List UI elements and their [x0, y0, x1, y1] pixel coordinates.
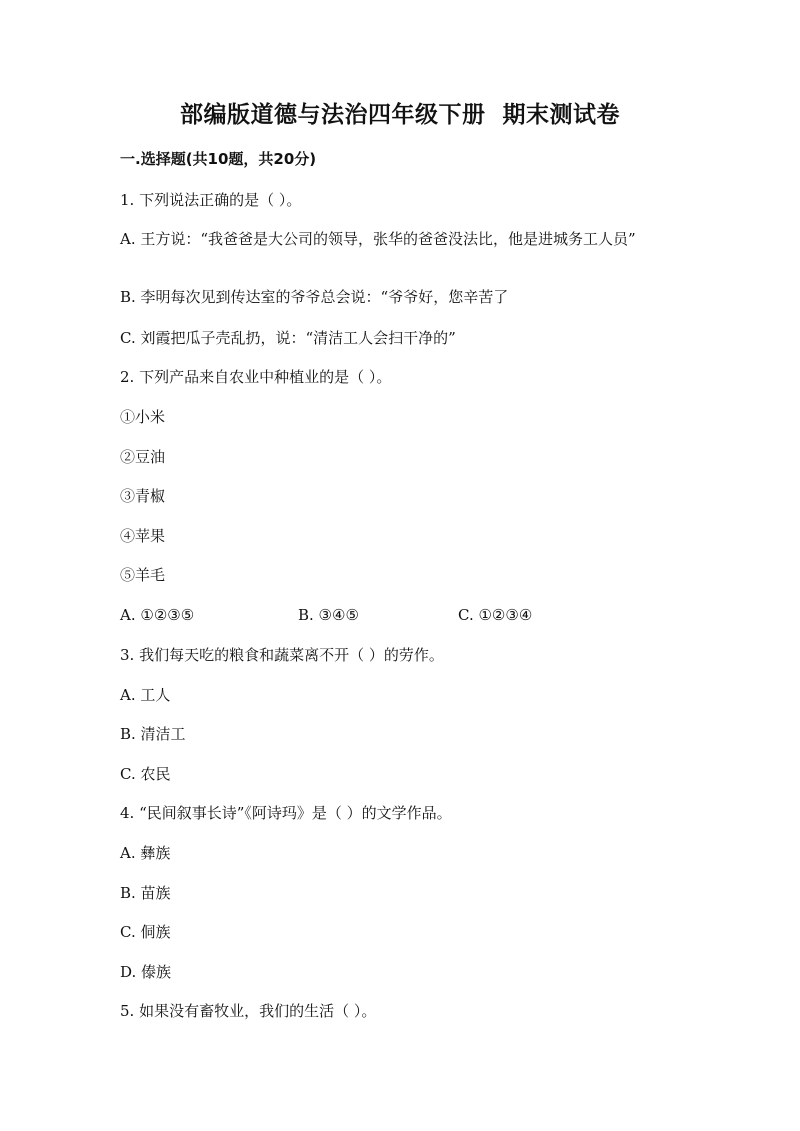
page-title: 部编版道德与法治四年级下册 期末测试卷: [179, 102, 620, 128]
question-2-option-a: A. ①②③⑤: [120, 606, 195, 624]
question-2-item-4: ④苹果: [120, 527, 166, 545]
question-2-stem: 2. 下列产品来自农业中种植业的是（ ）。: [120, 368, 392, 386]
question-1-option-a: A. 王方说：“我爸爸是大公司的领导，张华的爸爸没法比，他是进城务工人员”: [120, 230, 636, 248]
question-3-option-b: B. 清洁工: [120, 725, 186, 743]
question-2-option-b: B. ③④⑤: [298, 606, 359, 624]
question-4-option-b: B. 苗族: [120, 884, 171, 902]
question-2-option-c: C. ①②③④: [458, 606, 533, 624]
question-3-option-c: C. 农民: [120, 765, 171, 783]
question-2-item-3: ③青椒: [120, 487, 166, 505]
question-1-option-c: C. 刘霞把瓜子壳乱扔，说：“清洁工人会扫干净的”: [120, 329, 456, 347]
question-5-stem: 5. 如果没有畜牧业，我们的生活（ ）。: [120, 1002, 377, 1020]
question-4-option-a: A. 彝族: [120, 844, 171, 862]
section-heading: 一.选择题(共10题，共20分): [120, 150, 317, 168]
question-1-stem: 1. 下列说法正确的是（ ）。: [120, 191, 302, 209]
question-3-stem: 3. 我们每天吃的粮食和蔬菜离不开（ ）的劳作。: [120, 646, 444, 664]
question-4-option-c: C. 侗族: [120, 923, 171, 941]
question-2-item-2: ②豆油: [120, 448, 166, 466]
question-3-option-a: A. 工人: [120, 686, 171, 704]
question-2-item-5: ⑤羊毛: [120, 566, 166, 584]
question-4-stem: 4. “民间叙事长诗”《阿诗玛》是（ ）的文学作品。: [120, 804, 452, 822]
question-4-option-d: D. 傣族: [120, 963, 172, 981]
question-1-option-b: B. 李明每次见到传达室的爷爷总会说：“爷爷好，您辛苦了: [120, 288, 509, 306]
question-2-item-1: ①小米: [120, 408, 166, 426]
